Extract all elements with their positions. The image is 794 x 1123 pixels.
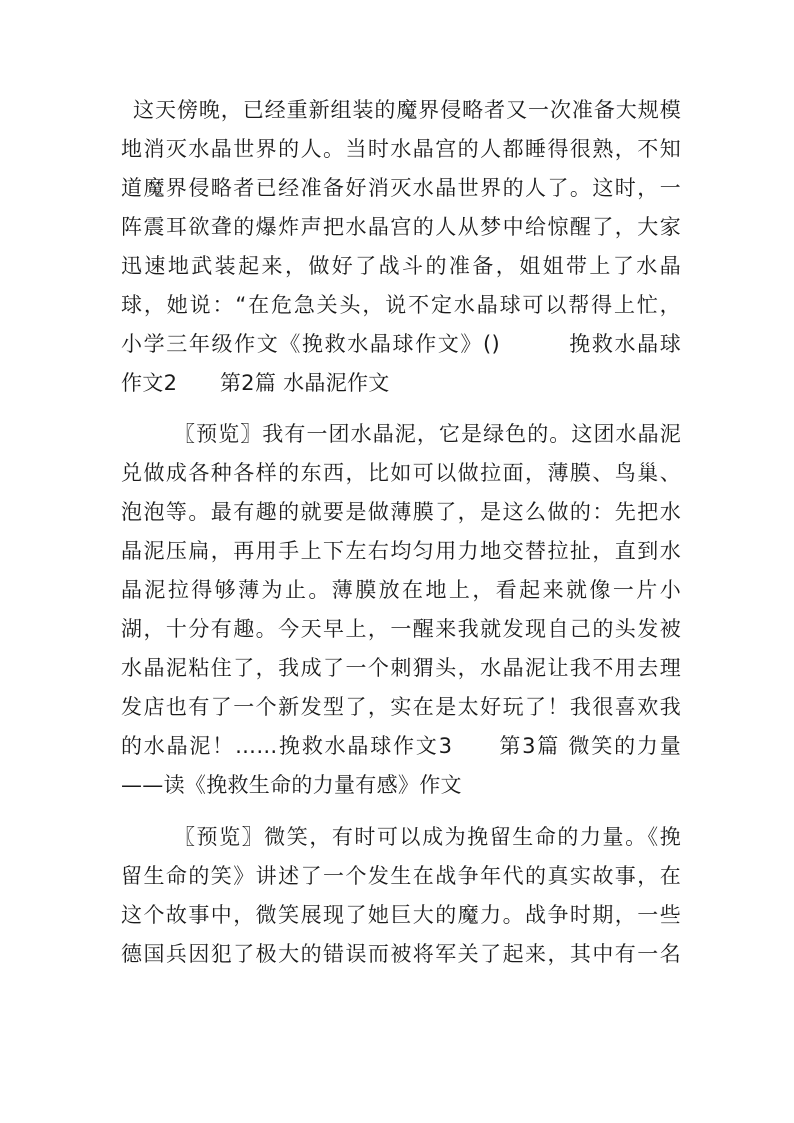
section-heading-line: ——读《挽救生命的力量有感》作文	[121, 773, 462, 797]
text-line: 晶泥拉得够薄为止。薄膜放在地上，看起来就像一片小	[121, 578, 681, 602]
text-line: 发店也有了一个新发型了，实在是太好玩了！我很喜欢我	[121, 695, 681, 719]
text-line: 〖预览〗我有一团水晶泥，它是绿色的。这团水晶泥	[174, 422, 681, 446]
text-line: 这个故事中，微笑展现了她巨大的魔力。战争时期，一些	[121, 903, 681, 927]
section-heading-line: 作文2 第2篇 水晶泥作文	[121, 371, 390, 395]
text-line: 道魔界侵略者已经准备好消灭水晶世界的人了。这时，一	[121, 176, 681, 200]
text-line: 小学三年级作文《挽救水晶球作文》() 挽救水晶球	[121, 332, 681, 356]
text-line: 迅速地武装起来，做好了战斗的准备，姐姐带上了水晶	[121, 254, 681, 278]
text-line: 这天傍晚，已经重新组装的魔界侵略者又一次准备大规模	[133, 98, 681, 122]
text-line: 泡泡等。最有趣的就要是做薄膜了，是这么做的：先把水	[121, 500, 681, 524]
text-line: 留生命的笑》讲述了一个发生在战争年代的真实故事，在	[121, 864, 681, 888]
text-line: 的水晶泥！……挽救水晶球作文3 第3篇 微笑的力量	[121, 734, 681, 758]
text-line: 〖预览〗微笑，有时可以成为挽留生命的力量。《挽	[174, 825, 681, 849]
text-line: 阵震耳欲聋的爆炸声把水晶宫的人从梦中给惊醒了，大家	[121, 215, 681, 239]
text-line: 湖，十分有趣。今天早上，一醒来我就发现自己的头发被	[121, 617, 681, 641]
text-line: 球，她说：“在危急关头，说不定水晶球可以帮得上忙，	[121, 293, 681, 317]
text-line: 兑做成各种各样的东西，比如可以做拉面，薄膜、鸟巢、	[121, 461, 681, 485]
text-line: 地消灭水晶世界的人。当时水晶宫的人都睡得很熟，不知	[121, 137, 681, 161]
text-line: 德国兵因犯了极大的错误而被将军关了起来，其中有一名	[121, 942, 681, 966]
text-line: 水晶泥粘住了，我成了一个刺猬头，水晶泥让我不用去理	[121, 656, 681, 680]
text-line: 晶泥压扁，再用手上下左右均匀用力地交替拉扯，直到水	[121, 539, 681, 563]
